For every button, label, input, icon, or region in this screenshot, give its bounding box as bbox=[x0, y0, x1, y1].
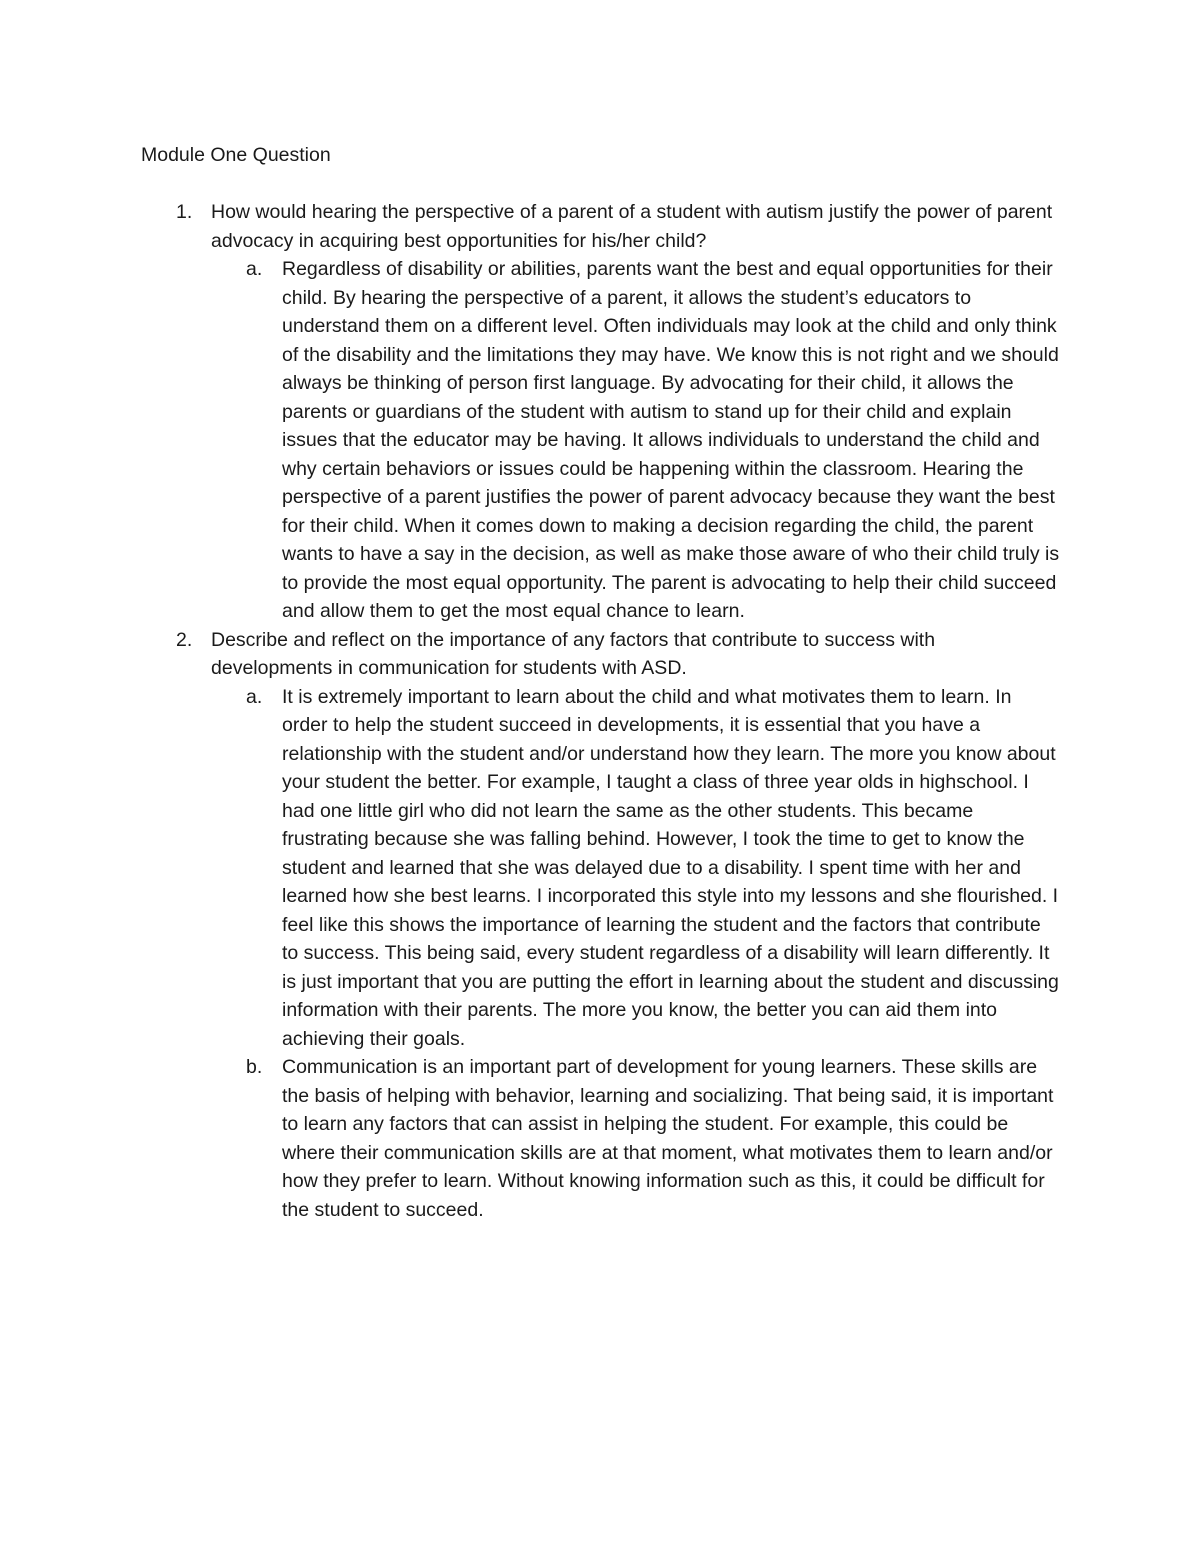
answer-text: Communication is an important part of development for young learners. These skills are the basis of helping with behavior, learning and socializing. That being said, it is important to learn any factors that can assist in helping the student. For example, this could be where their communication skills are at that moment, what motivates them to learn and/or how they prefer to learn. Without knowing information such as this, it could be difficult for the student to succeed. bbox=[282, 1056, 1054, 1221]
answer-list bbox=[0, 683, 1200, 1225]
answer-list bbox=[0, 255, 1200, 626]
answer-letter: a. bbox=[246, 258, 263, 280]
answer-item bbox=[0, 255, 1200, 626]
question-item bbox=[0, 198, 1200, 626]
question-list bbox=[0, 198, 1200, 1224]
question-text: Describe and reflect on the importance of any factors that contribute to success with developments in communication for students with ASD. bbox=[211, 628, 936, 679]
answer-item bbox=[0, 683, 1200, 1054]
question-number: 2. bbox=[176, 628, 193, 651]
answer-item bbox=[0, 1053, 1200, 1224]
question-number: 1. bbox=[176, 201, 193, 223]
answer-text: Regardless of disability or abilities, parents want the best and equal opportunities for their child. By hearing the perspective of a parent, it allows the student’s educators to understand them on a different level. Often individuals may look at the child and only think of the disability and the limitations they may have. We know this is not right and we should always be thinking of person first language. By advocating for their child, it allows the parents or guardians of the student with autism to stand up for their child and explain issues that the educator may be having. It allows individuals to understand the child and why certain behaviors or issues could be happening within the classroom. Hearing the perspective of a parent justifies the power of parent advocacy because they want the best for their child. When it comes down to making a decision regarding the child, the parent wants to have a say in the decision, as well as make those aware of who their child truly is to provide the most equal opportunity. The parent is advocating to help their child succeed and allow them to get the most equal chance to learn. bbox=[282, 258, 1060, 622]
answer-text: It is extremely important to learn about the child and what motivates them to learn. In order to help the student succeed in developments, it is essential that you have a relationship with the student and/or understand how they learn. The more you know about your student the better. For example, I taught a class of three year olds in highschool. I had one little girl who did not learn the same as the other students. This became frustrating because she was falling behind. However, I took the time to get to know the student and learned that she was delayed due to a disability. I spent time with her and learned how she best learns. I incorporated this style into my lessons and she flourished. I feel like this shows the importance of learning the student and the factors that contribute to success. This being said, every student regardless of a disability will learn differently. It is just important that you are putting the effort in learning about the student and discussing information with their parents. The more you know, the better you can aid them into achieving their goals. bbox=[282, 685, 1059, 1050]
question-item bbox=[0, 626, 1200, 1225]
question-text: How would hearing the perspective of a parent of a student with autism justify the power of parent advocacy in acquiring best opportunities for his/her child? bbox=[211, 201, 1053, 252]
answer-letter: b. bbox=[246, 1056, 263, 1078]
answer-letter: a. bbox=[246, 685, 263, 708]
document-title: Module One Question bbox=[141, 144, 331, 166]
